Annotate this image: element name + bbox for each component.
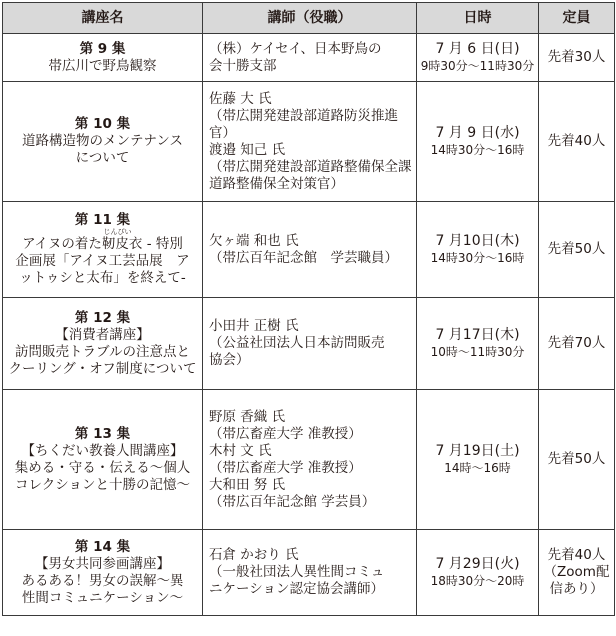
course-title-line: 集める・守る・伝える～個人 — [14, 459, 191, 476]
table-row — [3, 390, 615, 530]
header-course: 講座名 — [3, 3, 203, 34]
lecturer-line: 木村 文 氏 — [209, 442, 272, 459]
table-row — [3, 34, 615, 82]
table-row — [3, 298, 615, 390]
lecturer-line: 大和田 努 氏 — [209, 476, 286, 493]
table-row — [3, 202, 615, 298]
lecture-date: 7 月19日(土) — [435, 442, 520, 459]
datetime-cell — [417, 530, 539, 616]
lecturer-line: （帯広百年記念館 学芸員） — [209, 493, 376, 510]
lecture-time: 9時30分～11時30分 — [420, 58, 535, 73]
course-title-line: 企画展「アイヌ工芸品展 ア — [15, 253, 190, 269]
header-row — [3, 3, 615, 34]
course-title-line: ットゥシと太布」を終えて- — [19, 270, 186, 286]
course-category: 【ちくだい教養人間講座】 — [21, 442, 184, 459]
lecturer-line: （帯広開発建設部道路整備保全課 — [209, 158, 412, 175]
course-category: 【男女共同参画講座】 — [35, 555, 170, 572]
course-cell — [3, 202, 203, 298]
course-number: 第 13 集 — [74, 425, 131, 442]
course-number: 第 9 集 — [79, 40, 126, 57]
capacity-cell — [539, 202, 615, 298]
course-title-line: 性間コミュニケーション～ — [21, 589, 184, 606]
lecturer-cell — [203, 82, 417, 202]
capacity-cell — [539, 298, 615, 390]
course-number: 第 14 集 — [74, 538, 131, 555]
capacity-line: 先着70人 — [547, 335, 606, 351]
lecturer-line: 協会） — [209, 352, 250, 368]
capacity-cell — [539, 34, 615, 82]
lecture-time: 14時～16時 — [444, 460, 511, 475]
datetime-cell — [417, 82, 539, 202]
ruby-reading: じんぴい — [103, 228, 132, 236]
lecturer-line: （株）ケイセイ、日本野鳥の — [209, 40, 382, 57]
lecturer-line: 佐藤 大 氏 — [209, 90, 272, 107]
capacity-line: 先着50人 — [547, 241, 606, 257]
lecturer-line: 渡邉 知己 氏 — [209, 141, 286, 158]
course-cell — [3, 34, 203, 82]
course-title-line: 訪問販売トラブルの注意点と — [15, 343, 190, 360]
lecturer-cell — [203, 298, 417, 390]
course-cell — [3, 298, 203, 390]
header-capacity: 定員 — [539, 3, 615, 34]
lecturer-line: 道路整備保全対策官） — [209, 175, 344, 192]
lecturer-line: ニケーション認定協会講師） — [209, 581, 384, 597]
course-title-line: について — [75, 150, 130, 166]
lecturer-line: （帯広百年記念館 学芸職員） — [209, 249, 398, 266]
course-cell — [3, 390, 203, 530]
course-title-line: 帯広川で野鳥観察 — [48, 57, 157, 74]
lecturer-cell — [203, 390, 417, 530]
lecturer-line: （帯広畜産大学 准教授） — [209, 425, 362, 442]
table-row — [3, 530, 615, 616]
lecture-time: 14時30分～16時 — [430, 250, 525, 265]
lecturer-line: 小田井 正樹 氏 — [209, 318, 299, 334]
course-number: 第 12 集 — [74, 309, 131, 326]
lecture-date: 7 月10日(木) — [435, 232, 520, 249]
header-datetime: 日時 — [417, 3, 539, 34]
capacity-line: 先着40人 — [547, 133, 606, 149]
lecturer-cell — [203, 202, 417, 298]
course-title-line: コレクションと十勝の記憶～ — [15, 476, 190, 493]
datetime-cell — [417, 34, 539, 82]
capacity-line: 先着40人 — [547, 547, 606, 563]
table-row — [3, 82, 615, 202]
lecturer-line: （公益社団法人日本訪問販売 — [209, 335, 385, 351]
capacity-cell — [539, 530, 615, 616]
course-number: 第 11 集 — [74, 212, 131, 228]
lecturer-line: 野原 香織 氏 — [209, 408, 286, 425]
lecture-time: 18時30分～20時 — [430, 573, 525, 588]
lecturer-line: （帯広畜産大学 准教授） — [209, 459, 362, 476]
lecture-time: 10時～11時30分 — [430, 344, 525, 359]
capacity-line: 信あり） — [549, 581, 604, 597]
lecture-date: 7 月 9 日(水) — [435, 124, 520, 141]
course-title-line: 道路構造物のメンテナンス — [22, 133, 183, 149]
capacity-cell — [539, 390, 615, 530]
course-category: 【消費者講座】 — [55, 326, 150, 343]
lecturer-cell — [203, 530, 417, 616]
datetime-cell — [417, 202, 539, 298]
capacity-line: 先着50人 — [547, 451, 606, 467]
course-number: 第 10 集 — [74, 116, 131, 132]
course-title-line: アイヌの着た靭皮衣 - 特別 — [22, 236, 183, 252]
course-title-line: あるある！男女の誤解～異 — [21, 572, 184, 589]
lecturer-cell — [203, 34, 417, 82]
lecturer-line: 欠ヶ端 和也 氏 — [209, 232, 299, 249]
course-cell — [3, 530, 203, 616]
datetime-cell — [417, 390, 539, 530]
lecturer-line: 石倉 かおり 氏 — [209, 547, 299, 563]
course-title-line: クーリング・オフ制度について — [8, 360, 197, 377]
capacity-line: 先着30人 — [547, 49, 606, 65]
lecture-time: 14時30分～16時 — [430, 142, 525, 157]
lecture-schedule-table — [2, 2, 615, 616]
lecturer-line: （一般社団法人異性間コミュ — [209, 564, 385, 580]
lecture-date: 7 月29日(火) — [435, 555, 520, 572]
datetime-cell — [417, 298, 539, 390]
lecture-date: 7 月 6 日(日) — [435, 40, 520, 57]
header-lecturer: 講師（役職） — [203, 3, 417, 34]
lecturer-line: （帯広開発建設部道路防災推進官） — [209, 107, 398, 141]
capacity-line: （Zoom配 — [543, 564, 610, 580]
course-cell — [3, 82, 203, 202]
capacity-cell — [539, 82, 615, 202]
lecture-date: 7 月17日(木) — [435, 326, 520, 343]
lecturer-line: 会十勝支部 — [209, 57, 277, 74]
